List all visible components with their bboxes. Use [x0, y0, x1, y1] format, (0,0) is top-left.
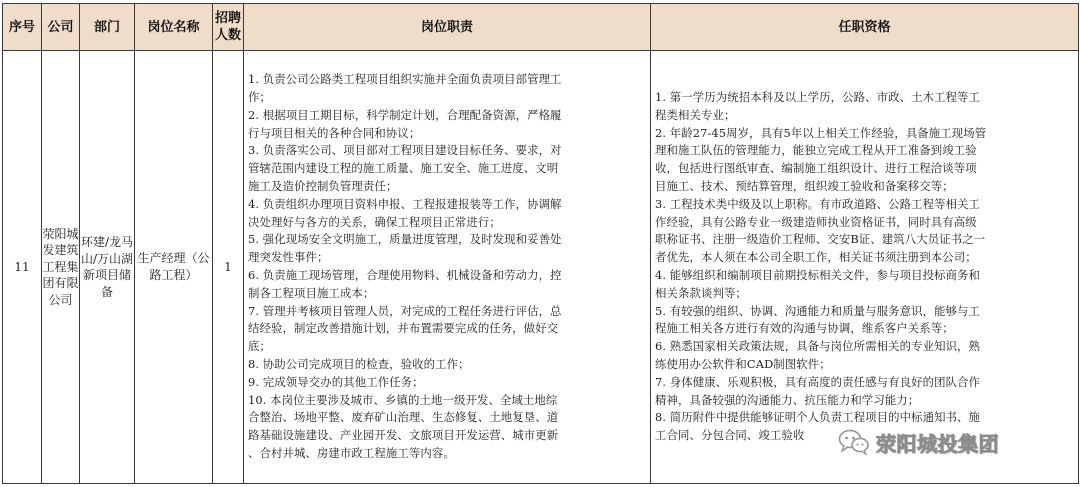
- qualification-line: 作经验，具有公路专业一级建造师执业资格证书，同时具有高级: [655, 214, 977, 229]
- duty-line: 4. 负责组织办理项目资料申报、工程报建报装等工作，协调解: [248, 196, 562, 211]
- qualification-line: 目施工、技术、预结算管理，组织竣工验收和备案移交等；: [655, 179, 954, 194]
- qualification-line: 者优先，本人须在本公司全职工作，相关证书须注册到本公司；: [655, 250, 977, 265]
- duty-line: 作；: [248, 90, 271, 105]
- header-dept: 部门: [80, 4, 135, 51]
- row-position: 生产经理（公路工程）: [135, 51, 213, 484]
- duty-line: 6. 负责施工现场管理，合理使用物料、机械设备和劳动力，控: [248, 268, 562, 282]
- qualification-line: 收，包括进行图纸审查、编制施工组织设计、进行工程洽谈等项: [655, 161, 977, 176]
- duty-line: 10. 本岗位主要涉及城市、乡镇的土地一级开发、全域土地综: [248, 392, 558, 407]
- qualification-line: 3. 工程技术类中级及以上职称。有市政道路、公路工程等相关工: [655, 196, 981, 211]
- watermark-text: 荥阳城投集团: [876, 431, 999, 456]
- header-company: 公司: [42, 4, 80, 51]
- qualification-line: 精神，具备较强的沟通能力、抗压能力和学习能力；: [655, 392, 920, 407]
- qualification-line: 7. 身体健康、乐观积极，具有高度的责任感与有良好的团队合作: [655, 374, 981, 389]
- header-qualifications: 任职资格: [651, 4, 1079, 51]
- qualification-line: 6. 熟悉国家相关政策法规，具备与岗位所需相关的专业知识，熟: [655, 339, 981, 354]
- recruitment-table: [2, 3, 1079, 484]
- qualification-line: 2. 年龄27-45周岁，具有5年以上相关工作经验，具备施工现场管: [655, 125, 987, 140]
- row-dept: 环建/龙马山/万山湖新项目储备: [80, 51, 135, 484]
- qualification-line: 练使用办公软件和CAD制图软件；: [655, 356, 831, 371]
- header-duties: 岗位职责: [244, 4, 651, 51]
- duty-line: 2. 根据项目工期目标，科学制定计划，合理配备资源，严格履: [248, 107, 562, 122]
- duty-line: 行与项目相关的各种合同和协议；: [248, 125, 421, 140]
- duty-line: 底；: [248, 339, 271, 354]
- watermark: [838, 427, 999, 457]
- qualification-line: 职称证书、注册一级造价工程师、交安B证、建筑八大员证书之一: [655, 232, 986, 247]
- duty-line: 路基础设施建设、产业园开发、文旅项目开发运营、城市更新: [248, 428, 559, 443]
- duty-line: 管辖范围内建设工程的施工质量、施工安全、施工进度、文明: [248, 161, 559, 176]
- header-headcount: 招聘人数: [213, 4, 244, 51]
- duty-line: 制各工程项目施工成本；: [248, 285, 375, 300]
- qualification-line: 程类相关专业；: [655, 107, 736, 122]
- row-company: 荥阳城发建筑工程集团有限公司: [42, 51, 80, 484]
- duty-line: 8. 协助公司完成项目的检查，验收的工作；: [248, 356, 470, 371]
- qualification-line: 工合同、分包合同、竣工验收: [655, 428, 805, 443]
- qualification-line: 相关条款谈判等；: [655, 285, 747, 300]
- row-seq: 11: [3, 51, 42, 484]
- duty-line: 7. 管理并考核项目管理人员，对完成的工程任务进行评估，总: [248, 303, 562, 318]
- duty-line: 、合村并城、房建市政工程施工等内容。: [248, 445, 455, 460]
- row-duties: [244, 51, 651, 484]
- qualification-line: 5. 有较强的组织、协调、沟通能力和质量与服务意识，能够与工: [655, 303, 981, 318]
- duty-line: 1. 负责公司公路类工程项目组织实施并全面负责项目部管理工: [248, 72, 562, 87]
- row-headcount: 1: [213, 51, 244, 484]
- header-seq: 序号: [3, 4, 42, 51]
- duty-line: 9. 完成领导交办的其他工作任务；: [248, 374, 424, 389]
- qualification-line: 8. 简历附件中提供能够证明个人负责工程项目的中标通知书、施: [655, 410, 981, 425]
- table-header-row: [3, 4, 1079, 51]
- table-row: [3, 51, 1079, 484]
- qualification-line: 1. 第一学历为统招本科及以上学历，公路、市政、土木工程等工: [655, 90, 981, 105]
- duty-line: 合整治、场地平整、废弃矿山治理、生态修复、土地复垦、道: [248, 410, 559, 425]
- duty-line: 施工及造价控制负管理责任；: [248, 179, 398, 194]
- row-qualifications: [651, 51, 1079, 484]
- qualification-line: 理和施工队伍的管理能力，能独立完成工程从开工准备到竣工验: [655, 143, 977, 158]
- wechat-icon: [838, 429, 870, 455]
- duty-line: 理突发性事件；: [248, 250, 329, 265]
- duty-line: 3. 负责落实公司、项目部对工程项目建设目标任务、要求，对: [248, 143, 562, 158]
- duty-line: 结经验，制定改善措施计划，并布置需要完成的任务，做好交: [248, 321, 559, 336]
- qualification-line: 程施工相关各方进行有效的沟通与协调，维系客户关系等；: [655, 321, 954, 336]
- header-position: 岗位名称: [135, 4, 213, 51]
- duty-line: 5. 强化现场安全文明施工，质量进度管理，及时发现和妥善处: [248, 232, 562, 247]
- qualification-line: 4. 能够组织和编制项目前期投标相关文件，参与项目投标商务和: [655, 268, 981, 282]
- duty-line: 决处理好与各方的关系，确保工程项目正常进行；: [248, 214, 501, 229]
